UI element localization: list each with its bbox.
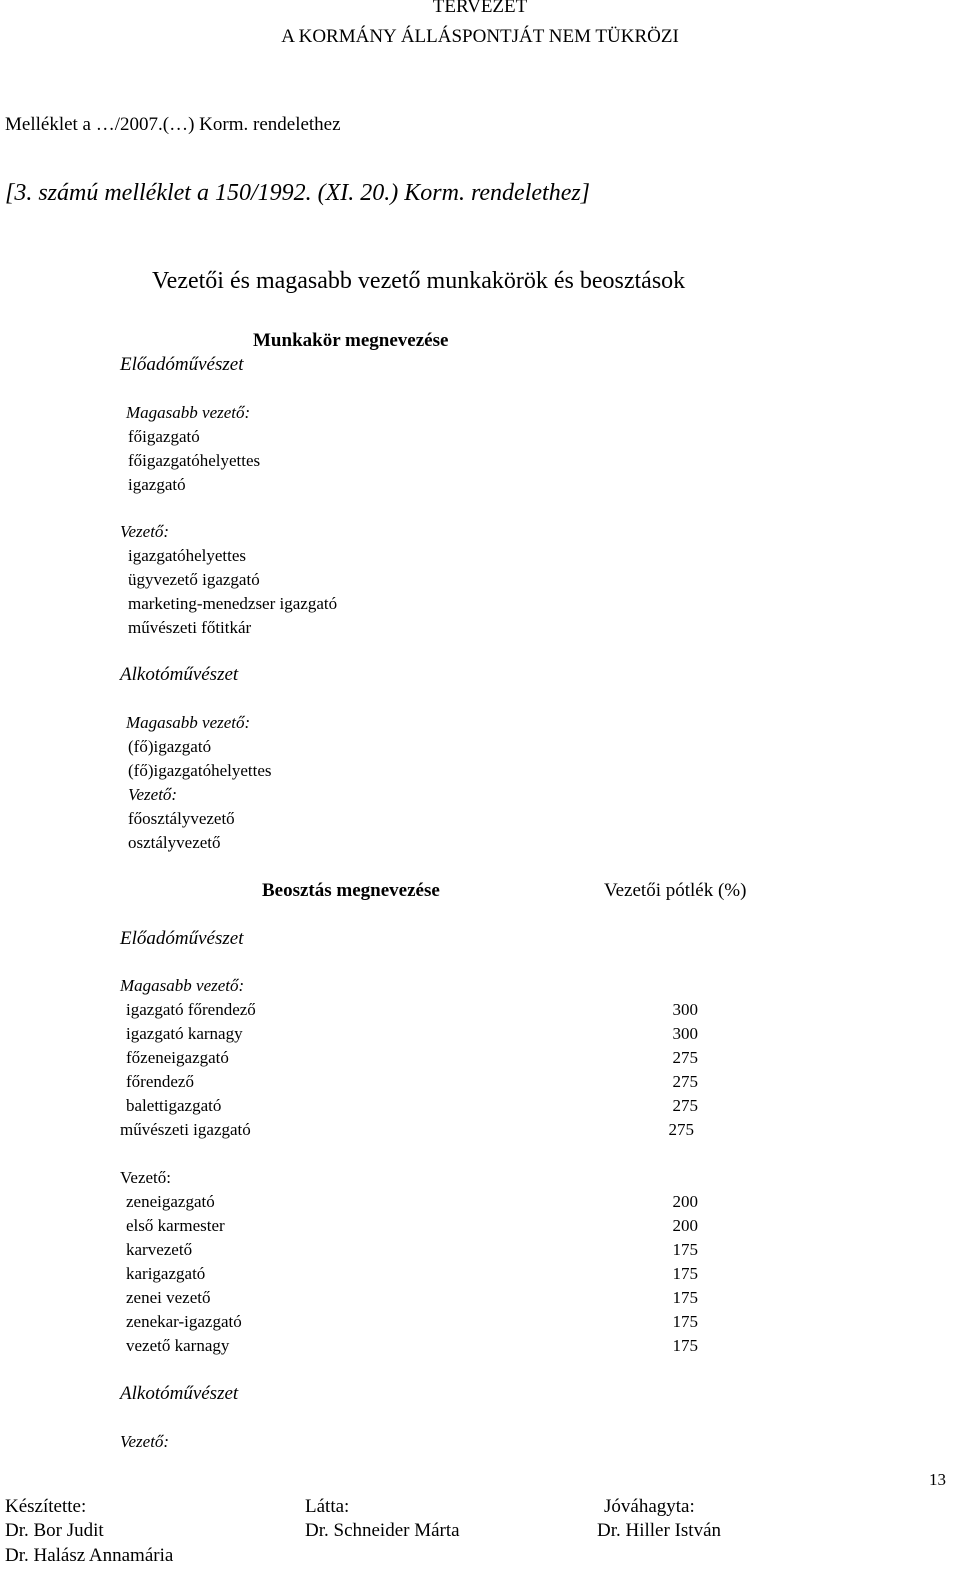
list-item: főosztályvezető xyxy=(128,809,235,828)
table-row-name: igazgató karnagy xyxy=(126,1024,243,1043)
section-heading-eloadomuveszet: Előadóművészet xyxy=(120,354,244,375)
category-label-senior: Magasabb vezető: xyxy=(126,713,251,732)
footer-prepared-name: Dr. Bor Judit xyxy=(5,1520,104,1541)
annex-title: [3. számú melléklet a 150/1992. (XI. 20.) Korm. rendelethez] xyxy=(5,180,591,206)
column-header-allowance: Vezetői pótlék (%) xyxy=(604,880,747,901)
table-row-value: 175 xyxy=(672,1264,698,1283)
table-row-name: zenekar-igazgató xyxy=(126,1312,242,1331)
table-row-value: 175 xyxy=(672,1288,698,1307)
annex-reference: Melléklet a …/2007.(…) Korm. rendelethez xyxy=(5,114,341,135)
table-row-value: 275 xyxy=(672,1096,698,1115)
table-row-name: főrendező xyxy=(126,1072,194,1091)
disclaimer-heading: A KORMÁNY ÁLLÁSPONTJÁT NEM TÜKRÖZI xyxy=(281,26,679,47)
table-row-value: 175 xyxy=(672,1312,698,1331)
table-row-name: zeneigazgató xyxy=(126,1192,215,1211)
list-item: művészeti főtitkár xyxy=(128,618,252,637)
draft-heading: TERVEZET xyxy=(432,0,528,17)
list-item: főigazgató xyxy=(128,427,200,446)
table-row-value: 300 xyxy=(672,1000,698,1019)
table-row-value: 275 xyxy=(668,1120,694,1139)
table-row-value: 300 xyxy=(672,1024,698,1043)
section-heading-alkotomuveszet: Alkotóművészet xyxy=(120,664,239,685)
footer-prepared-label: Készítette: xyxy=(5,1496,87,1517)
footer-approved-label: Jóváhagyta: xyxy=(604,1496,695,1517)
list-item: (fő)igazgató xyxy=(128,737,212,756)
list-item: igazgatóhelyettes xyxy=(128,546,247,565)
footer-seen-label: Látta: xyxy=(305,1496,350,1517)
list-item: főigazgatóhelyettes xyxy=(128,451,261,470)
footer-seen-name: Dr. Schneider Márta xyxy=(305,1520,460,1541)
table-row-name: balettigazgató xyxy=(126,1096,222,1115)
table-row-name: főzeneigazgató xyxy=(126,1048,229,1067)
table-row-name: első karmester xyxy=(126,1216,225,1235)
category-label-manager: Vezető: xyxy=(128,785,178,804)
table-row-name: művészeti igazgató xyxy=(120,1120,251,1139)
table-row-value: 200 xyxy=(672,1192,698,1211)
page-number: 13 xyxy=(929,1470,946,1489)
category-label-manager: Vezető: xyxy=(120,522,170,541)
footer-approved-name: Dr. Hiller István xyxy=(597,1520,722,1541)
list-item: (fő)igazgatóhelyettes xyxy=(128,761,272,780)
main-title: Vezetői és magasabb vezető munkakörök és beosztások xyxy=(152,268,686,294)
list-item: marketing-menedzser igazgató xyxy=(128,594,338,613)
table-row-name: karigazgató xyxy=(126,1264,206,1283)
column-header-job-title: Munkakör megnevezése xyxy=(253,330,449,351)
category-label-manager: Vezető: xyxy=(120,1432,170,1451)
list-item: ügyvezető igazgató xyxy=(128,570,260,589)
section-heading-eloadomuveszet: Előadóművészet xyxy=(120,928,244,949)
section-heading-alkotomuveszet: Alkotóművészet xyxy=(120,1383,239,1404)
table-row-value: 275 xyxy=(672,1072,698,1091)
table-row-value: 200 xyxy=(672,1216,698,1235)
table-row-value: 275 xyxy=(672,1048,698,1067)
list-item: igazgató xyxy=(128,475,186,494)
table-row-name: karvezető xyxy=(126,1240,193,1259)
category-label-manager: Vezető: xyxy=(120,1168,171,1187)
footer-prepared-name: Dr. Halász Annamária xyxy=(5,1545,174,1566)
table-row-name: vezető karnagy xyxy=(126,1336,230,1355)
category-label-senior: Magasabb vezető: xyxy=(126,403,251,422)
category-label-senior: Magasabb vezető: xyxy=(120,976,245,995)
column-header-position: Beosztás megnevezése xyxy=(262,880,440,901)
table-row-value: 175 xyxy=(672,1240,698,1259)
table-row-value: 175 xyxy=(672,1336,698,1355)
table-row-name: igazgató főrendező xyxy=(126,1000,256,1019)
list-item: osztályvezető xyxy=(128,833,221,852)
table-row-name: zenei vezető xyxy=(126,1288,211,1307)
